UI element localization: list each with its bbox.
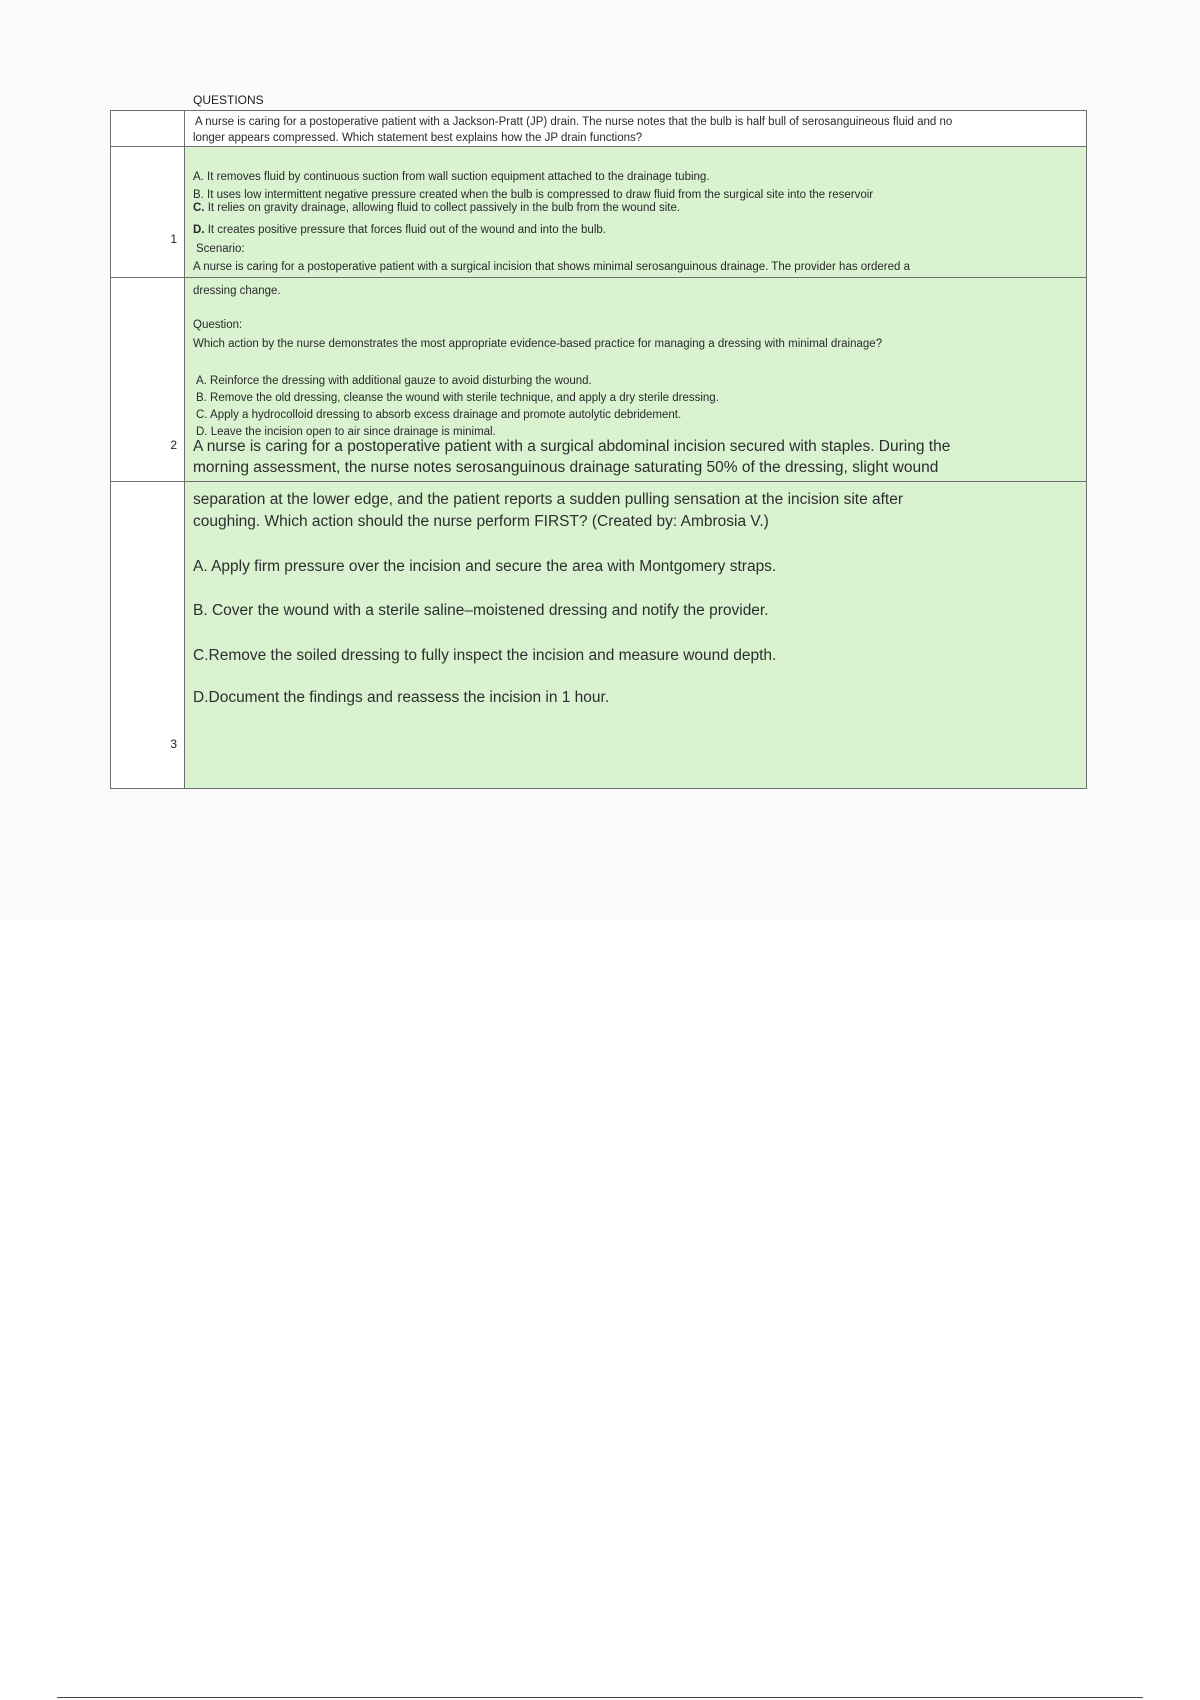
intro-line-2: longer appears compressed. Which statement best explains how the JP drain functions?	[193, 132, 643, 144]
option-a: A. Reinforce the dressing with additional gauze to avoid disturbing the wound.	[196, 375, 592, 387]
questions-table	[110, 110, 1087, 789]
intro-number-cell	[110, 110, 185, 147]
option-a: A. It removes fluid by continuous suction from wall suction equipment attached to the drainage tubing.	[193, 171, 710, 183]
row-number: 3	[170, 737, 177, 751]
question-label: Question:	[193, 319, 243, 331]
stem-line-3: separation at the lower edge, and the patient reports a sudden pulling sensation at the incision site after	[193, 491, 904, 508]
option-letter: C.	[193, 202, 205, 214]
scenario-line-2: dressing change.	[193, 285, 281, 297]
stem-line-4: coughing. Which action should the nurse perform FIRST? (Created by: Ambrosia V.)	[193, 513, 769, 530]
row-3-content-cell	[185, 481, 1087, 789]
intro-cell	[185, 110, 1087, 147]
question-text: Which action by the nurse demonstrates the most appropriate evidence-based practice for managing a dressing with minimal drainage?	[193, 338, 883, 350]
stem-line-1: A nurse is caring for a postoperative patient with a surgical abdominal incision secured with staples. During the	[193, 438, 951, 455]
scenario-line-1: A nurse is caring for a postoperative patient with a surgical incision that shows minimal serosanguinous drainage. The provider has ordered a	[193, 261, 911, 273]
option-b: B. Cover the wound with a sterile saline–moistened dressing and notify the provider.	[193, 602, 769, 619]
row-1-number-cell	[110, 146, 185, 278]
questions-header: QUESTIONS	[193, 93, 264, 107]
option-b: B. It uses low intermittent negative pressure created when the bulb is compressed to draw fluid from the surgical site into the reservoir	[193, 189, 874, 201]
row-2-number-cell	[110, 277, 185, 482]
option-b: B. Remove the old dressing, cleanse the wound with sterile technique, and apply a dry sterile dressing.	[196, 392, 719, 404]
footer-rule	[57, 1697, 1143, 1698]
stem-line-2: morning assessment, the nurse notes serosanguinous drainage saturating 50% of the dressing, slight wound	[193, 459, 939, 476]
row-2-content-cell	[185, 277, 1087, 482]
scenario-label: Scenario:	[196, 243, 245, 255]
row-1-content-cell	[185, 146, 1087, 278]
option-a: A. Apply firm pressure over the incision and secure the area with Montgomery straps.	[193, 558, 777, 575]
option-c: C.Remove the soiled dressing to fully inspect the incision and measure wound depth.	[193, 647, 777, 664]
option-d: D.Document the findings and reassess the incision in 1 hour.	[193, 689, 610, 706]
intro-line-1: A nurse is caring for a postoperative patient with a Jackson-Pratt (JP) drain. The nurse notes that the bulb is half bull of serosanguineous fluid and no	[195, 116, 953, 128]
row-number: 1	[170, 232, 177, 246]
row-3-number-cell	[110, 481, 185, 789]
option-c: C. It relies on gravity drainage, allowing fluid to collect passively in the bulb from the wound site.	[193, 202, 681, 214]
option-letter: D.	[193, 224, 205, 236]
option-c: C. Apply a hydrocolloid dressing to absorb excess drainage and promote autolytic debridement.	[196, 409, 682, 421]
option-d: D. Leave the incision open to air since drainage is minimal.	[196, 426, 496, 438]
row-number: 2	[170, 438, 177, 452]
option-d: D. It creates positive pressure that forces fluid out of the wound and into the bulb.	[193, 224, 606, 236]
